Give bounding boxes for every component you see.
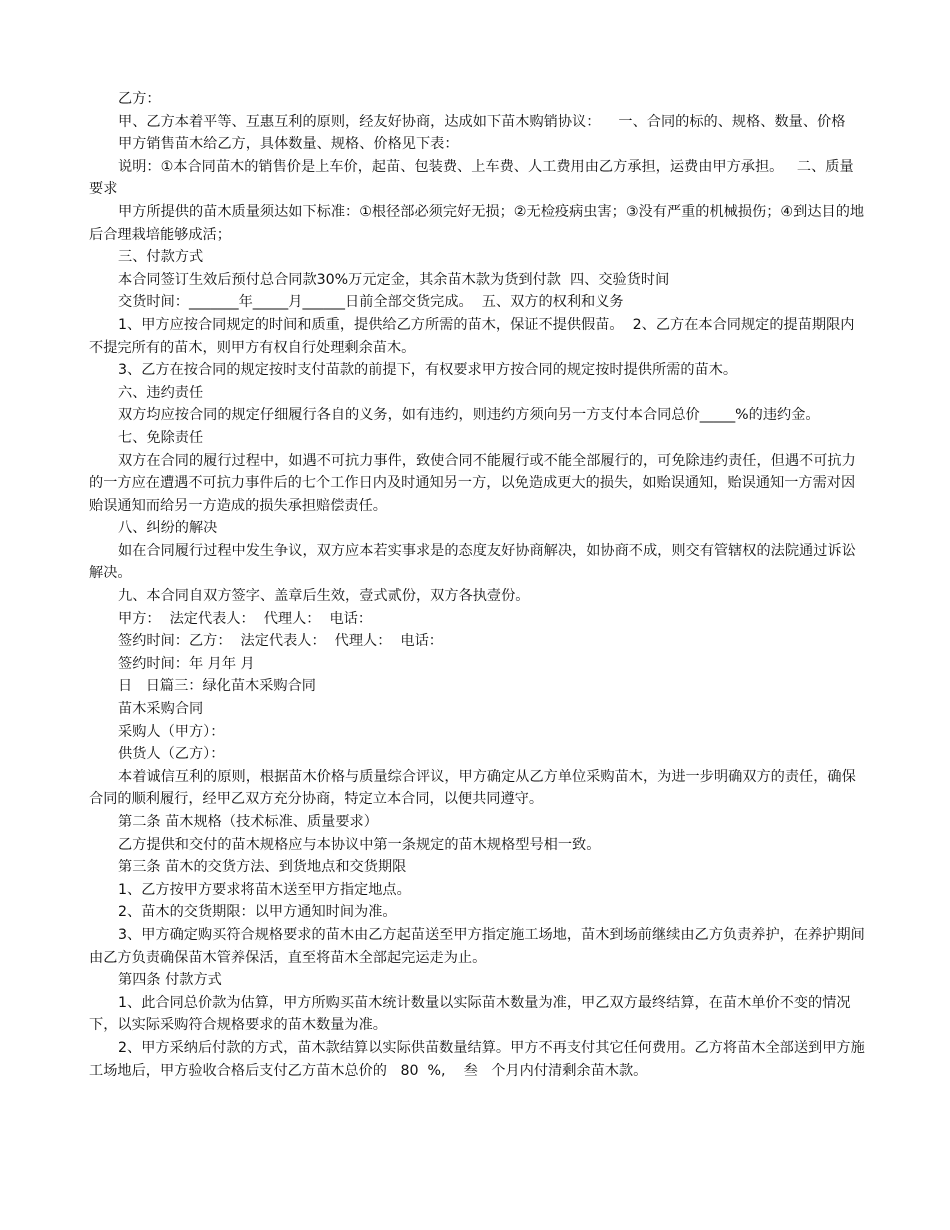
paragraph-article-3-3: 3、甲方确定购买符合规格要求的苗木由乙方起苗送至甲方指定施工场地，苗木到场前继续由乙方负责养护，在养护期间由乙方负责确保苗木管养保活，直至将苗木全部起完运走为止。 (89, 926, 865, 966)
paragraph-preamble: 甲、乙方本着平等、互惠互利的原则，经友好协商，达成如下苗木购销协议： 一、合同的标的、规格、数量、价格 (118, 113, 846, 130)
paragraph-sale-table: 甲方销售苗木给乙方，具体数量、规格、价格见下表： (118, 136, 459, 153)
signature-party-a: 甲方： 法定代表人： 代理人： 电话： (118, 610, 373, 627)
paragraph-article-3-2: 2、苗木的交货期限：以甲方通知时间为准。 (118, 904, 397, 921)
supplier-line: 供货人（乙方）： (118, 746, 225, 763)
paragraph-exemption: 双方在合同的履行过程中，如遇不可抗力事件，致使合同不能履行或不能全部履行的，可免除违约责任，但遇不可抗力的一方应在遭遇不可抗力事件后的七个工作日内及时通知另一方，以免造成更大的损失，如贻误通知，贻误通知一方需对因贻误通知而给另一方造成的损失承担赔偿责任。 (89, 452, 856, 514)
paragraph-party-b: 乙方： (118, 91, 161, 107)
signature-party-b: 签约时间：乙方： 法定代表人： 代理人： 电话： (118, 633, 443, 650)
paragraph-effective: 九、本合同自双方签字、盖章后生效，壹式贰份，双方各执壹份。 (118, 588, 530, 605)
paragraph-rights-3: 3、乙方在按合同的规定按时支付苗款的前提下，有权要求甲方按合同的规定按时提供所需的苗木。 (118, 362, 738, 379)
heading-article-4: 第四条 付款方式 (118, 972, 222, 989)
heading-dispute: 八、纠纷的解决 (118, 520, 218, 537)
signature-date: 签约时间：年 月年 月 (118, 655, 255, 672)
paragraph-article-2: 乙方提供和交付的苗木规格应与本协议中第一条规定的苗木规格型号相一致。 (118, 836, 601, 853)
contract-title: 苗木采购合同 (118, 701, 204, 718)
paragraph-rights-1: 1、甲方应按合同规定的时间和质重，提供给乙方所需的苗木，保证不提供假苗。 2、乙方在本合同规定的提苗期限内不提完所有的苗木，则甲方有权自行处理剩余苗木。 (89, 316, 855, 356)
paragraph-article-4-1: 1、此合同总价款为估算，甲方所购买苗木统计数量以实际苗木数量为准，甲乙双方最终结算，在苗木单价不变的情况下，以实际采购符合规格要求的苗木数量为准。 (89, 994, 851, 1034)
heading-breach: 六、违约责任 (118, 384, 204, 401)
heading-payment: 三、付款方式 (118, 249, 204, 266)
heading-exemption: 七、免除责任 (118, 429, 204, 446)
paragraph-price-note: 说明：①本合同苗木的销售价是上车价，起苗、包装费、上车费、人工费用由乙方承担，运费由甲方承担。 二、质量要求 (89, 158, 854, 198)
heading-part-three: 日 日篇三：绿化苗木采购合同 (118, 678, 316, 695)
paragraph-delivery-time: 交货时间：_______年_____月______日前全部交货完成。 五、双方的权利和义务 (118, 294, 624, 311)
paragraph-article-4-2: 2、甲方采纳后付款的方式，苗木款结算以实际供苗数量结算。甲方不再支付其它任何费用。乙方将苗木全部送到甲方施工场地后，甲方验收合格后支付乙方苗木总价的 80 %, 叁 个月内付清剩余苗木款。 (89, 1039, 865, 1079)
paragraph-article-3-1: 1、乙方按甲方要求将苗木送至甲方指定地点。 (118, 881, 411, 898)
heading-article-3: 第三条 苗木的交货方法、到货地点和交货期限 (118, 859, 407, 876)
paragraph-breach: 双方均应按合同的规定仔细履行各自的义务，如有违约，则违约方须向另一方支付本合同总价_____%的违约金。 (118, 407, 820, 424)
paragraph-quality: 甲方所提供的苗木质量须达如下标准：①根径部必须完好无损；②无检疫病虫害；③没有严重的机械损伤；④到达目的地后合理栽培能够成活； (89, 203, 865, 243)
buyer-line: 采购人（甲方）： (118, 723, 225, 740)
paragraph-dispute: 如在合同履行过程中发生争议，双方应本若实事求是的态度友好协商解决，如协商不成，则交有管辖权的法院通过诉讼解决。 (89, 542, 856, 582)
heading-article-2: 第二条 苗木规格（技术标准、质量要求） (118, 814, 378, 830)
paragraph-deposit: 本合同签订生效后预付总合同款30%万元定金，其余苗木款为货到付款 四、交验货时间 (118, 271, 670, 288)
paragraph-intro: 本着诚信互利的原则，根据苗木价格与质量综合评议，甲方确定从乙方单位采购苗木，为进一步明确双方的责任，确保合同的顺利履行，经甲乙双方充分协商，特定立本合同，以便共同遵守。 (89, 768, 856, 808)
document-page (89, 88, 865, 1082)
